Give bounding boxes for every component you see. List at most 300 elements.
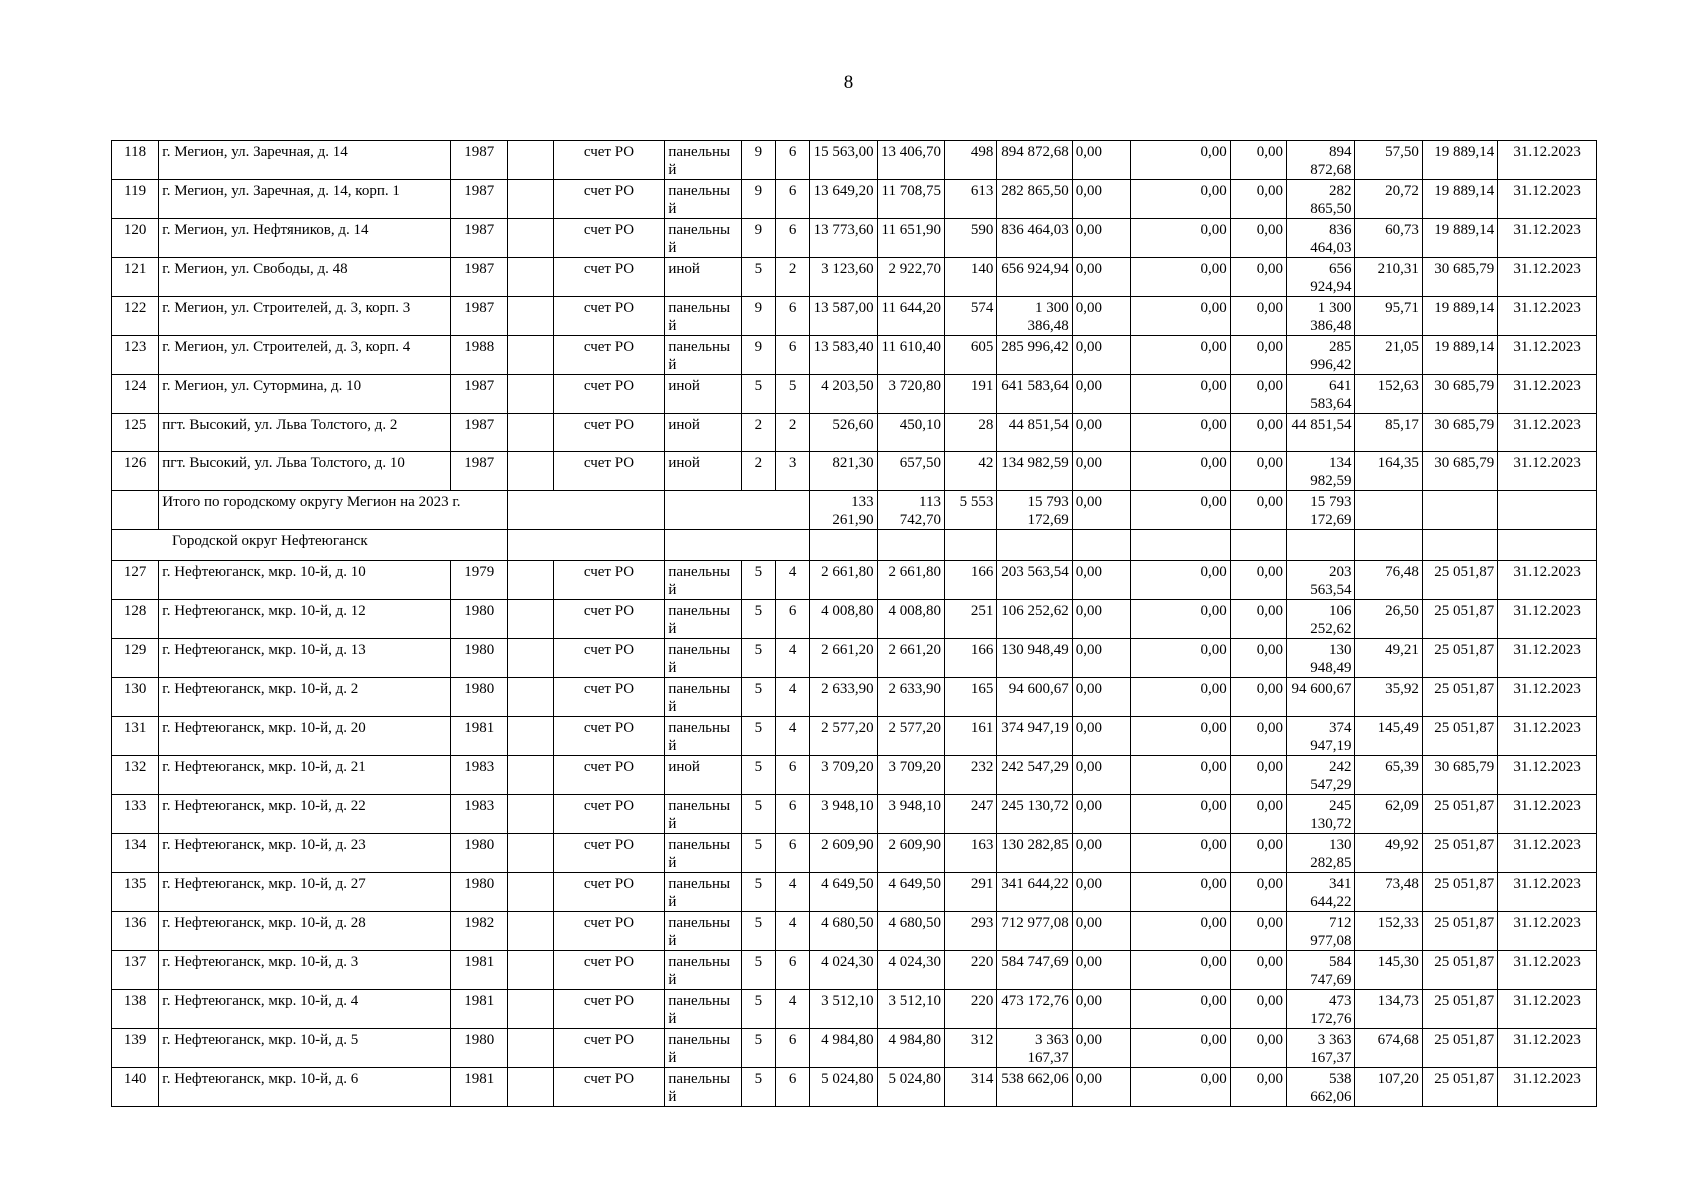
year-cell: 1987 [451, 452, 508, 491]
total-area-cell: 13 583,40 [810, 336, 877, 375]
limit-cost-cell: 30 685,79 [1422, 414, 1497, 452]
fund-method-cell: счет РО [553, 912, 665, 951]
empty-cell [665, 530, 810, 561]
regional-funds-cell: 0,00 [1131, 297, 1231, 336]
empty-cell [1355, 530, 1422, 561]
living-area-cell: 3 720,80 [877, 375, 944, 414]
regional-funds-cell: 0,00 [1131, 452, 1231, 491]
living-area-cell: 657,50 [877, 452, 944, 491]
total-area-cell: 2 609,90 [810, 834, 877, 873]
deadline-cell: 31.12.2023 [1498, 180, 1597, 219]
total-area-cell: 821,30 [810, 452, 877, 491]
table-row [112, 990, 1597, 1029]
empty-cell [1131, 530, 1231, 561]
address-cell: г. Нефтеюганск, мкр. 10-й, д. 21 [159, 756, 451, 795]
row-number: 139 [112, 1029, 159, 1068]
total-area-cell: 4 680,50 [810, 912, 877, 951]
federal-funds-cell: 0,00 [1072, 873, 1130, 912]
wall-material-cell: панельный [665, 1029, 741, 1068]
empty-cell [508, 530, 665, 561]
wall-material-cell: иной [665, 756, 741, 795]
municipal-funds-cell: 0,00 [1230, 219, 1286, 258]
total-area-cell: 5 024,80 [810, 1068, 877, 1107]
row-number: 130 [112, 678, 159, 717]
cost-total-cell: 584 747,69 [997, 951, 1072, 990]
residents-cell: 140 [945, 258, 997, 297]
table-row [112, 141, 1597, 180]
cost-total-cell: 641 583,64 [997, 375, 1072, 414]
limit-cost-cell: 25 051,87 [1422, 600, 1497, 639]
cost-per-m2-cell: 674,68 [1355, 1029, 1422, 1068]
owners-funds-cell: 374 947,19 [1287, 717, 1355, 756]
table-row [112, 561, 1597, 600]
owners-funds-cell: 242 547,29 [1287, 756, 1355, 795]
year-cell: 1980 [451, 600, 508, 639]
living-area-cell: 113 742,70 [877, 491, 944, 530]
regional-funds-cell: 0,00 [1131, 678, 1231, 717]
deadline-cell: 31.12.2023 [1498, 756, 1597, 795]
living-area-cell: 2 922,70 [877, 258, 944, 297]
table-row [112, 951, 1597, 990]
address-cell: г. Нефтеюганск, мкр. 10-й, д. 5 [159, 1029, 451, 1068]
federal-funds-cell: 0,00 [1072, 678, 1130, 717]
table-row [112, 375, 1597, 414]
deadline-cell: 31.12.2023 [1498, 258, 1597, 297]
cost-per-m2-cell: 62,09 [1355, 795, 1422, 834]
limit-cost-cell: 25 051,87 [1422, 1029, 1497, 1068]
cost-total-cell: 44 851,54 [997, 414, 1072, 452]
address-cell: г. Нефтеюганск, мкр. 10-й, д. 12 [159, 600, 451, 639]
row-number: 129 [112, 639, 159, 678]
federal-funds-cell: 0,00 [1072, 951, 1130, 990]
cost-per-m2-cell: 164,35 [1355, 452, 1422, 491]
row-number: 122 [112, 297, 159, 336]
municipal-funds-cell: 0,00 [1230, 717, 1286, 756]
entrances-cell: 3 [775, 452, 809, 491]
year-cell: 1987 [451, 141, 508, 180]
fund-method-cell: счет РО [553, 336, 665, 375]
wall-material-cell: панельный [665, 297, 741, 336]
residents-cell: 166 [945, 639, 997, 678]
federal-funds-cell: 0,00 [1072, 1068, 1130, 1107]
empty-cell [508, 834, 553, 873]
residents-cell: 314 [945, 1068, 997, 1107]
empty-cell [1422, 491, 1497, 530]
empty-cell [508, 639, 553, 678]
total-area-cell: 3 123,60 [810, 258, 877, 297]
federal-funds-cell: 0,00 [1072, 336, 1130, 375]
deadline-cell: 31.12.2023 [1498, 452, 1597, 491]
municipal-funds-cell: 0,00 [1230, 258, 1286, 297]
year-cell: 1982 [451, 912, 508, 951]
cost-total-cell: 94 600,67 [997, 678, 1072, 717]
regional-funds-cell: 0,00 [1131, 756, 1231, 795]
cost-per-m2-cell: 76,48 [1355, 561, 1422, 600]
total-area-cell: 3 512,10 [810, 990, 877, 1029]
residents-cell: 165 [945, 678, 997, 717]
floors-cell: 2 [741, 452, 775, 491]
municipal-funds-cell: 0,00 [1230, 756, 1286, 795]
address-cell: г. Нефтеюганск, мкр. 10-й, д. 13 [159, 639, 451, 678]
cost-per-m2-cell: 210,31 [1355, 258, 1422, 297]
floors-cell: 9 [741, 180, 775, 219]
living-area-cell: 4 649,50 [877, 873, 944, 912]
federal-funds-cell: 0,00 [1072, 561, 1130, 600]
cost-per-m2-cell: 60,73 [1355, 219, 1422, 258]
owners-funds-cell: 584 747,69 [1287, 951, 1355, 990]
wall-material-cell: панельный [665, 561, 741, 600]
municipal-funds-cell: 0,00 [1230, 639, 1286, 678]
address-cell: пгт. Высокий, ул. Льва Толстого, д. 10 [159, 452, 451, 491]
address-cell: г. Нефтеюганск, мкр. 10-й, д. 27 [159, 873, 451, 912]
municipal-funds-cell: 0,00 [1230, 414, 1286, 452]
total-area-cell: 133 261,90 [810, 491, 877, 530]
residents-cell: 605 [945, 336, 997, 375]
section-header-row [112, 530, 1597, 561]
empty-cell [508, 1068, 553, 1107]
living-area-cell: 3 948,10 [877, 795, 944, 834]
address-cell: г. Нефтеюганск, мкр. 10-й, д. 3 [159, 951, 451, 990]
regional-funds-cell: 0,00 [1131, 873, 1231, 912]
floors-cell: 5 [741, 795, 775, 834]
limit-cost-cell: 19 889,14 [1422, 336, 1497, 375]
federal-funds-cell: 0,00 [1072, 990, 1130, 1029]
year-cell: 1987 [451, 180, 508, 219]
owners-funds-cell: 894 872,68 [1287, 141, 1355, 180]
floors-cell: 5 [741, 678, 775, 717]
cost-total-cell: 15 793 172,69 [997, 491, 1072, 530]
owners-funds-cell: 203 563,54 [1287, 561, 1355, 600]
floors-cell: 5 [741, 258, 775, 297]
owners-funds-cell: 341 644,22 [1287, 873, 1355, 912]
residents-cell: 613 [945, 180, 997, 219]
table-row [112, 297, 1597, 336]
address-cell: г. Нефтеюганск, мкр. 10-й, д. 6 [159, 1068, 451, 1107]
fund-method-cell: счет РО [553, 1068, 665, 1107]
year-cell: 1981 [451, 990, 508, 1029]
residents-cell: 498 [945, 141, 997, 180]
cost-per-m2-cell: 152,63 [1355, 375, 1422, 414]
cost-per-m2-cell: 49,21 [1355, 639, 1422, 678]
living-area-cell: 4 024,30 [877, 951, 944, 990]
entrances-cell: 4 [775, 678, 809, 717]
cost-total-cell: 282 865,50 [997, 180, 1072, 219]
total-area-cell: 15 563,00 [810, 141, 877, 180]
fund-method-cell: счет РО [553, 1029, 665, 1068]
empty-cell [1355, 491, 1422, 530]
empty-cell [508, 1029, 553, 1068]
fund-method-cell: счет РО [553, 180, 665, 219]
regional-funds-cell: 0,00 [1131, 375, 1231, 414]
fund-method-cell: счет РО [553, 375, 665, 414]
wall-material-cell: панельный [665, 912, 741, 951]
living-area-cell: 13 406,70 [877, 141, 944, 180]
cost-per-m2-cell: 152,33 [1355, 912, 1422, 951]
federal-funds-cell: 0,00 [1072, 639, 1130, 678]
total-area-cell: 4 984,80 [810, 1029, 877, 1068]
year-cell: 1987 [451, 219, 508, 258]
deadline-cell: 31.12.2023 [1498, 1068, 1597, 1107]
cost-total-cell: 1 300 386,48 [997, 297, 1072, 336]
municipal-funds-cell: 0,00 [1230, 297, 1286, 336]
entrances-cell: 6 [775, 600, 809, 639]
cost-total-cell: 341 644,22 [997, 873, 1072, 912]
limit-cost-cell: 25 051,87 [1422, 795, 1497, 834]
total-row [112, 491, 1597, 530]
entrances-cell: 6 [775, 834, 809, 873]
row-number: 137 [112, 951, 159, 990]
row-number: 136 [112, 912, 159, 951]
entrances-cell: 2 [775, 258, 809, 297]
regional-funds-cell: 0,00 [1131, 336, 1231, 375]
cost-per-m2-cell: 85,17 [1355, 414, 1422, 452]
cost-per-m2-cell: 21,05 [1355, 336, 1422, 375]
owners-funds-cell: 285 996,42 [1287, 336, 1355, 375]
wall-material-cell: панельный [665, 990, 741, 1029]
empty-cell [945, 530, 997, 561]
living-area-cell: 3 709,20 [877, 756, 944, 795]
living-area-cell: 11 651,90 [877, 219, 944, 258]
table-row [112, 678, 1597, 717]
deadline-cell: 31.12.2023 [1498, 912, 1597, 951]
cost-total-cell: 712 977,08 [997, 912, 1072, 951]
living-area-cell: 5 024,80 [877, 1068, 944, 1107]
table-row [112, 336, 1597, 375]
federal-funds-cell: 0,00 [1072, 912, 1130, 951]
owners-funds-cell: 44 851,54 [1287, 414, 1355, 452]
table-row [112, 1068, 1597, 1107]
fund-method-cell: счет РО [553, 795, 665, 834]
entrances-cell: 6 [775, 141, 809, 180]
year-cell: 1981 [451, 1068, 508, 1107]
floors-cell: 2 [741, 414, 775, 452]
floors-cell: 5 [741, 375, 775, 414]
limit-cost-cell: 25 051,87 [1422, 639, 1497, 678]
year-cell: 1980 [451, 834, 508, 873]
empty-cell [508, 491, 665, 530]
entrances-cell: 4 [775, 561, 809, 600]
residents-cell: 161 [945, 717, 997, 756]
limit-cost-cell: 25 051,87 [1422, 873, 1497, 912]
federal-funds-cell: 0,00 [1072, 600, 1130, 639]
cost-per-m2-cell: 134,73 [1355, 990, 1422, 1029]
floors-cell: 5 [741, 600, 775, 639]
municipal-funds-cell: 0,00 [1230, 678, 1286, 717]
year-cell: 1980 [451, 678, 508, 717]
address-cell: г. Нефтеюганск, мкр. 10-й, д. 23 [159, 834, 451, 873]
cost-total-cell: 242 547,29 [997, 756, 1072, 795]
residents-cell: 574 [945, 297, 997, 336]
limit-cost-cell: 25 051,87 [1422, 834, 1497, 873]
federal-funds-cell: 0,00 [1072, 1029, 1130, 1068]
row-number: 140 [112, 1068, 159, 1107]
fund-method-cell: счет РО [553, 219, 665, 258]
regional-funds-cell: 0,00 [1131, 258, 1231, 297]
empty-cell [810, 530, 877, 561]
living-area-cell: 4 680,50 [877, 912, 944, 951]
deadline-cell: 31.12.2023 [1498, 336, 1597, 375]
wall-material-cell: панельный [665, 180, 741, 219]
residents-cell: 220 [945, 990, 997, 1029]
floors-cell: 9 [741, 297, 775, 336]
entrances-cell: 4 [775, 912, 809, 951]
cost-per-m2-cell: 65,39 [1355, 756, 1422, 795]
total-area-cell: 4 024,30 [810, 951, 877, 990]
cost-per-m2-cell: 26,50 [1355, 600, 1422, 639]
owners-funds-cell: 836 464,03 [1287, 219, 1355, 258]
fund-method-cell: счет РО [553, 639, 665, 678]
row-number: 128 [112, 600, 159, 639]
entrances-cell: 4 [775, 873, 809, 912]
table-row [112, 452, 1597, 491]
deadline-cell: 31.12.2023 [1498, 834, 1597, 873]
total-area-cell: 13 773,60 [810, 219, 877, 258]
residents-cell: 28 [945, 414, 997, 452]
municipal-funds-cell: 0,00 [1230, 336, 1286, 375]
table-row [112, 1029, 1597, 1068]
floors-cell: 5 [741, 756, 775, 795]
year-cell: 1987 [451, 297, 508, 336]
regional-funds-cell: 0,00 [1131, 717, 1231, 756]
federal-funds-cell: 0,00 [1072, 258, 1130, 297]
limit-cost-cell: 25 051,87 [1422, 951, 1497, 990]
fund-method-cell: счет РО [553, 414, 665, 452]
regional-funds-cell: 0,00 [1131, 141, 1231, 180]
floors-cell: 9 [741, 219, 775, 258]
empty-cell [508, 756, 553, 795]
municipal-funds-cell: 0,00 [1230, 180, 1286, 219]
regional-funds-cell: 0,00 [1131, 795, 1231, 834]
entrances-cell: 6 [775, 1068, 809, 1107]
address-cell: г. Нефтеюганск, мкр. 10-й, д. 22 [159, 795, 451, 834]
cost-total-cell: 894 872,68 [997, 141, 1072, 180]
deadline-cell: 31.12.2023 [1498, 375, 1597, 414]
entrances-cell: 4 [775, 639, 809, 678]
regional-funds-cell: 0,00 [1131, 834, 1231, 873]
total-area-cell: 13 587,00 [810, 297, 877, 336]
empty-cell [665, 491, 810, 530]
cost-total-cell: 134 982,59 [997, 452, 1072, 491]
limit-cost-cell: 25 051,87 [1422, 912, 1497, 951]
limit-cost-cell: 25 051,87 [1422, 990, 1497, 1029]
fund-method-cell: счет РО [553, 873, 665, 912]
total-area-cell: 2 577,20 [810, 717, 877, 756]
cost-per-m2-cell: 95,71 [1355, 297, 1422, 336]
fund-method-cell: счет РО [553, 951, 665, 990]
table-row [112, 600, 1597, 639]
empty-cell [508, 141, 553, 180]
cost-total-cell: 130 948,49 [997, 639, 1072, 678]
total-area-cell: 4 649,50 [810, 873, 877, 912]
deadline-cell: 31.12.2023 [1498, 414, 1597, 452]
municipal-funds-cell: 0,00 [1230, 561, 1286, 600]
row-number: 126 [112, 452, 159, 491]
address-cell: г. Мегион, ул. Сутормина, д. 10 [159, 375, 451, 414]
row-number: 118 [112, 141, 159, 180]
wall-material-cell: панельный [665, 678, 741, 717]
year-cell: 1980 [451, 639, 508, 678]
cost-per-m2-cell: 57,50 [1355, 141, 1422, 180]
wall-material-cell: панельный [665, 600, 741, 639]
wall-material-cell: иной [665, 452, 741, 491]
limit-cost-cell: 19 889,14 [1422, 219, 1497, 258]
owners-funds-cell: 130 948,49 [1287, 639, 1355, 678]
cost-per-m2-cell: 73,48 [1355, 873, 1422, 912]
entrances-cell: 4 [775, 717, 809, 756]
cost-total-cell: 473 172,76 [997, 990, 1072, 1029]
owners-funds-cell: 712 977,08 [1287, 912, 1355, 951]
cost-per-m2-cell: 49,92 [1355, 834, 1422, 873]
row-number: 123 [112, 336, 159, 375]
row-number: 134 [112, 834, 159, 873]
row-number: 125 [112, 414, 159, 452]
cost-total-cell: 538 662,06 [997, 1068, 1072, 1107]
empty-cell [508, 375, 553, 414]
entrances-cell: 6 [775, 756, 809, 795]
wall-material-cell: иной [665, 375, 741, 414]
table-row [112, 639, 1597, 678]
row-number: 131 [112, 717, 159, 756]
address-cell: г. Мегион, ул. Нефтяников, д. 14 [159, 219, 451, 258]
floors-cell: 5 [741, 1029, 775, 1068]
residents-cell: 166 [945, 561, 997, 600]
residents-cell: 163 [945, 834, 997, 873]
federal-funds-cell: 0,00 [1072, 180, 1130, 219]
cost-total-cell: 3 363 167,37 [997, 1029, 1072, 1068]
regional-funds-cell: 0,00 [1131, 561, 1231, 600]
empty-cell [508, 990, 553, 1029]
address-cell: пгт. Высокий, ул. Льва Толстого, д. 2 [159, 414, 451, 452]
total-area-cell: 2 661,80 [810, 561, 877, 600]
municipal-funds-cell: 0,00 [1230, 912, 1286, 951]
row-number: 124 [112, 375, 159, 414]
entrances-cell: 5 [775, 375, 809, 414]
living-area-cell: 2 577,20 [877, 717, 944, 756]
municipal-funds-cell: 0,00 [1230, 141, 1286, 180]
owners-funds-cell: 473 172,76 [1287, 990, 1355, 1029]
living-area-cell: 4 008,80 [877, 600, 944, 639]
cost-per-m2-cell: 35,92 [1355, 678, 1422, 717]
floors-cell: 9 [741, 336, 775, 375]
empty-cell [508, 180, 553, 219]
total-area-cell: 4 203,50 [810, 375, 877, 414]
owners-funds-cell: 106 252,62 [1287, 600, 1355, 639]
entrances-cell: 6 [775, 795, 809, 834]
wall-material-cell: панельный [665, 873, 741, 912]
year-cell: 1981 [451, 717, 508, 756]
floors-cell: 5 [741, 717, 775, 756]
federal-funds-cell: 0,00 [1072, 297, 1130, 336]
wall-material-cell: панельный [665, 336, 741, 375]
entrances-cell: 6 [775, 951, 809, 990]
deadline-cell: 31.12.2023 [1498, 297, 1597, 336]
year-cell: 1981 [451, 951, 508, 990]
address-cell: г. Нефтеюганск, мкр. 10-й, д. 10 [159, 561, 451, 600]
empty-cell [508, 912, 553, 951]
empty-cell [1422, 530, 1497, 561]
address-cell: г. Мегион, ул. Строителей, д. 3, корп. 3 [159, 297, 451, 336]
limit-cost-cell: 19 889,14 [1422, 180, 1497, 219]
deadline-cell: 31.12.2023 [1498, 678, 1597, 717]
table-row [112, 717, 1597, 756]
federal-funds-cell: 0,00 [1072, 756, 1130, 795]
entrances-cell: 6 [775, 1029, 809, 1068]
wall-material-cell: иной [665, 258, 741, 297]
row-number: 119 [112, 180, 159, 219]
total-area-cell: 4 008,80 [810, 600, 877, 639]
empty-cell [997, 530, 1072, 561]
total-area-cell: 526,60 [810, 414, 877, 452]
